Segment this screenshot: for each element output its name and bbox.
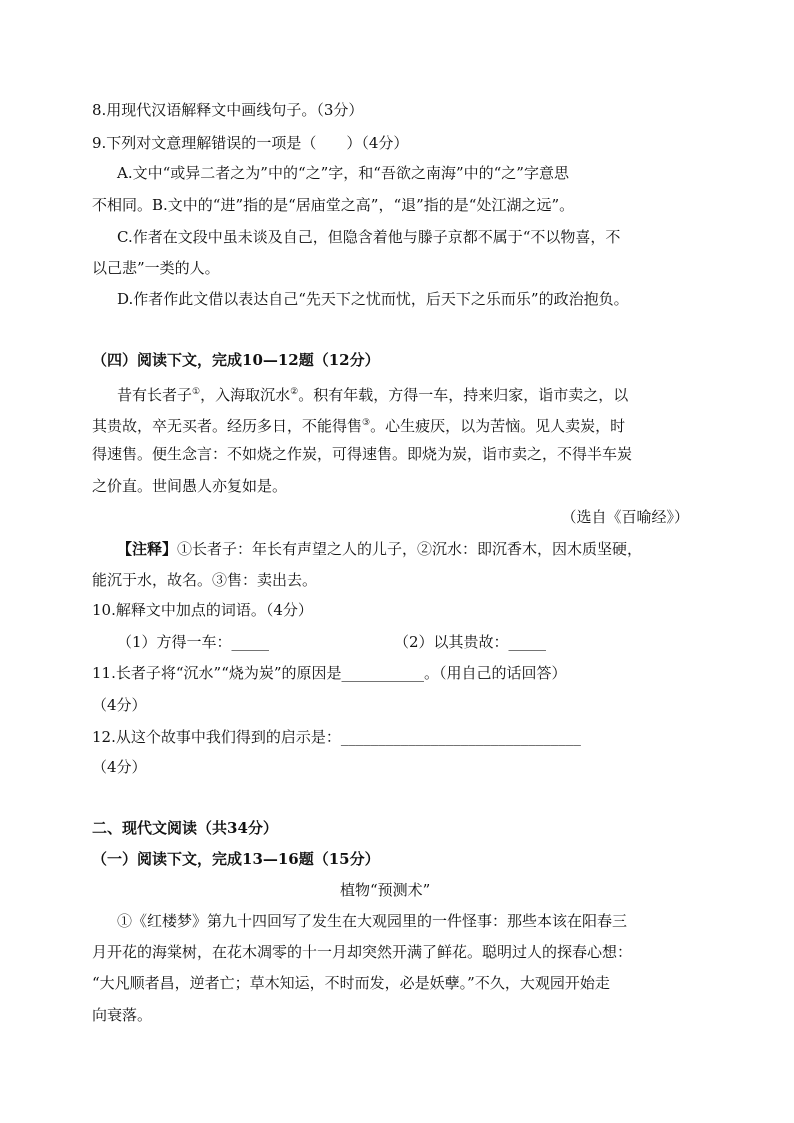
article-line: 向衰落。 xyxy=(92,1006,153,1024)
section-modern-heading: 二、现代文阅读（共34分） xyxy=(92,819,278,837)
passage-line: 之价直。世间愚人亦复如是。 xyxy=(92,477,288,495)
passage-text: 。积有年载，方得一车，持来归家，诣市卖之，以 xyxy=(298,386,629,404)
question-10-item-1: （1）方得一车：_____ xyxy=(117,633,270,651)
annotation-text: ①长者子：年长有声望之人的儿子，②沉水：即沉香木，因木质坚硬， xyxy=(177,540,643,558)
question-9-line: C.作者在文段中虽未谈及自己，但隐含着他与滕子京都不属于“不以物喜，不 xyxy=(117,228,621,246)
question-10-item-2: （2）以其贵故：_____ xyxy=(394,633,547,651)
question-9: 9.下列对文意理解错误的一项是（ ）（4分） xyxy=(92,134,409,152)
passage-line xyxy=(117,382,628,405)
article-line: “大凡顺者昌，逆者亡；草木知运，不时而发，必是妖孽。”不久，大观园开始走 xyxy=(92,974,610,992)
passage-text: 其贵故，卒无买者。经历多日，不能得售 xyxy=(92,417,363,435)
question-10: 10.解释文中加点的词语。（4分） xyxy=(92,601,313,619)
question-11-score: （4分） xyxy=(92,696,147,714)
question-12: 12.从这个故事中我们得到的启示是：________________________________ xyxy=(92,728,581,746)
passage-text: 。心生疲厌，以为苦恼。见人卖炭，时 xyxy=(370,417,626,435)
annotation-line xyxy=(117,539,642,559)
question-11: 11.长者子将“沉水”“烧为炭”的原因是___________。（用自己的话回答） xyxy=(92,664,567,682)
annotation-label: 【注释】 xyxy=(117,540,178,558)
article-title: 植物“预测术” xyxy=(340,881,431,899)
question-8: 8.用现代汉语解释文中画线句子。（3分） xyxy=(92,101,364,119)
passage-text: ，入海取沉水 xyxy=(200,386,291,404)
passage-source: （选自《百喻经》） xyxy=(561,508,689,526)
section-four-heading: （四）阅读下文，完成10—12题（12分） xyxy=(92,351,380,369)
section-modern-subheading: （一）阅读下文，完成13—16题（15分） xyxy=(92,850,380,868)
question-9-line: D.作者作此文借以表达自己“先天下之忧而忧，后天下之乐而乐”的政治抱负。 xyxy=(117,290,629,308)
question-9-line: 以己悲”一类的人。 xyxy=(92,259,220,277)
passage-line xyxy=(92,413,625,436)
annotation-line: 能沉于水，故名。③售：卖出去。 xyxy=(92,571,318,589)
article-line: ①《红楼梦》第九十四回写了发生在大观园里的一件怪事：那些本该在阳春三 xyxy=(117,912,628,930)
footnote-marker: ② xyxy=(290,387,299,397)
question-12-score: （4分） xyxy=(92,758,147,776)
passage-text: 昔有长者子 xyxy=(117,386,193,404)
question-9-line: A.文中“或异二者之为”中的“之”字，和“吾欲之南海”中的“之”字意思 xyxy=(117,164,569,182)
footnote-marker: ① xyxy=(192,387,201,397)
article-line: 月开花的海棠树，在花木凋零的十一月却突然开满了鲜花。聪明过人的探春心想： xyxy=(92,943,633,961)
passage-line: 得速售。便生念言：不如烧之作炭，可得速售。即烧为炭，诣市卖之，不得半车炭 xyxy=(92,445,633,463)
question-9-line: 不相同。B.文中的“进”指的是“居庙堂之高”，“退”指的是“处江湖之远”。 xyxy=(92,196,575,214)
footnote-marker: ③ xyxy=(362,418,371,428)
